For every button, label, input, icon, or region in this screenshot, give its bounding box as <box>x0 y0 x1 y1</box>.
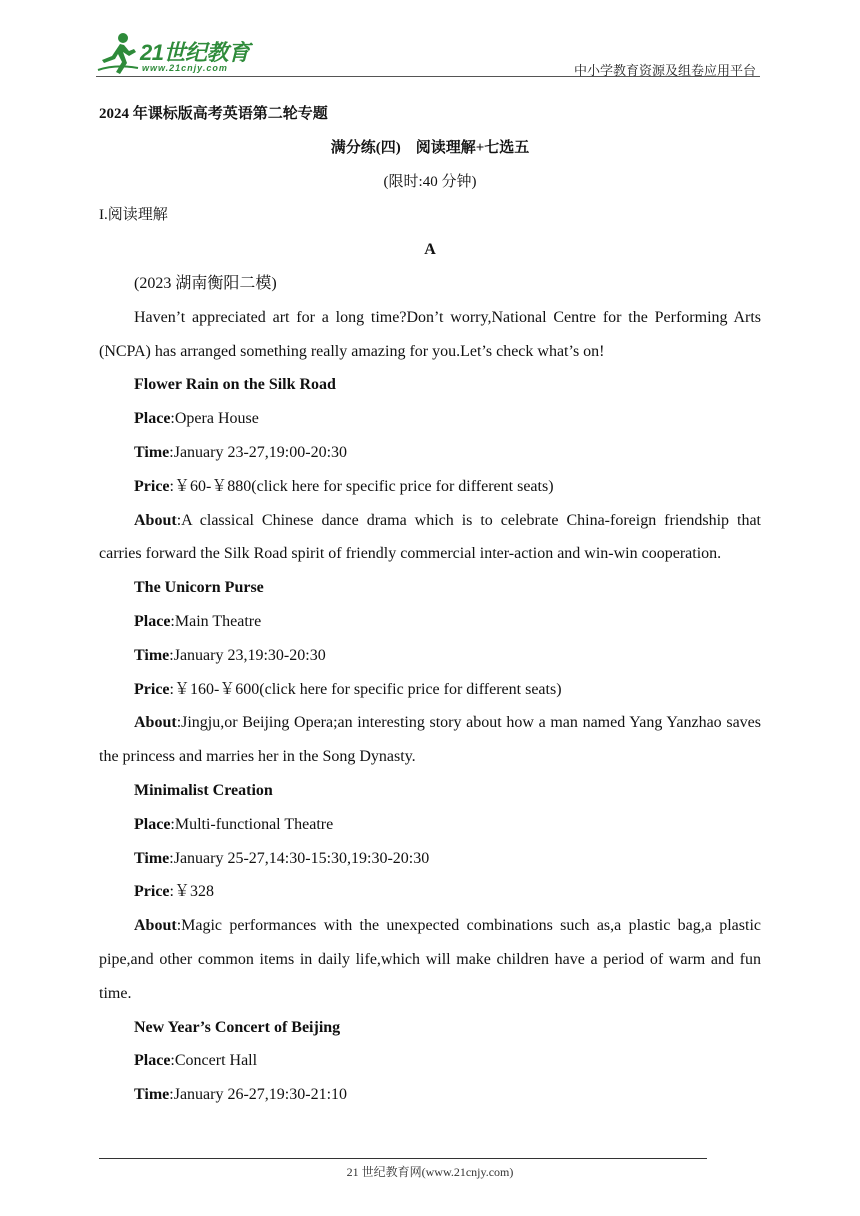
price-label: Price <box>134 477 170 495</box>
event-about: About:Magic performances with the unexpected combinations such as,a plastic bag,a plastic pipe,and other common items in daily life,which will make children have a period of warm and fun time. <box>99 917 761 1002</box>
event-price: Price:￥328 <box>134 883 214 901</box>
source-note: (2023 湖南衡阳二模) <box>134 274 277 292</box>
event-place: Place:Opera House <box>134 410 259 428</box>
time-label: Time <box>134 849 170 867</box>
event-time: Time:January 25-27,14:30-15:30,19:30-20:30 <box>134 849 430 867</box>
about-label: About <box>134 714 177 732</box>
header-divider <box>96 76 760 77</box>
footer-divider <box>99 1158 707 1159</box>
event-title: Minimalist Creation <box>134 781 273 799</box>
event-about: About:Jingju,or Beijing Opera;an interesting story about how a man named Yang Yanzhao saves the princess and marries her in the Song Dynasty. <box>99 714 761 766</box>
place-label: Place <box>134 815 171 833</box>
place-label: Place <box>134 1052 171 1070</box>
logo-text: 21世纪教育 <box>140 40 250 65</box>
price-label: Price <box>134 883 170 901</box>
event-place: Place:Concert Hall <box>134 1052 258 1070</box>
place-label: Place <box>134 410 171 428</box>
platform-tagline: 中小学教育资源及组卷应用平台 <box>573 64 756 79</box>
logo <box>96 30 276 76</box>
part-heading: I.阅读理解 <box>99 207 168 224</box>
time-limit: (限时:40 分钟) <box>383 173 477 190</box>
event-price: Price:￥160-￥600(click here for specific price for different seats) <box>134 680 562 698</box>
page-footer: 21 世纪教育网(www.21cnjy.com) <box>346 1165 514 1179</box>
intro-paragraph: Haven’t appreciated art for a long time?Don’t worry,National Centre for the Performing Arts (NCPA) has arranged something really amazing for you.Let’s check what’s on! <box>99 308 761 360</box>
series-title: 2024 年课标版高考英语第二轮专题 <box>99 106 328 122</box>
event-title: New Year’s Concert of Beijing <box>134 1018 341 1036</box>
event-place: Place:Multi-functional Theatre <box>134 815 334 833</box>
passage-letter: A <box>424 241 436 259</box>
time-label: Time <box>134 646 170 664</box>
place-label: Place <box>134 612 171 630</box>
runner-icon <box>96 30 140 76</box>
logo-url: www.21cnjy.com <box>142 63 228 73</box>
event-about: About:A classical Chinese dance drama which is to celebrate China-foreign friendship that carries forward the Silk Road spirit of friendly commercial inter-action and win-win cooperation. <box>99 511 761 563</box>
about-label: About <box>134 917 177 935</box>
price-label: Price <box>134 680 170 698</box>
event-title: The Unicorn Purse <box>134 579 264 597</box>
time-label: Time <box>134 443 170 461</box>
event-price: Price:￥60-￥880(click here for specific price for different seats) <box>134 477 554 495</box>
about-label: About <box>134 511 177 529</box>
event-time: Time:January 23-27,19:00-20:30 <box>134 443 348 461</box>
event-time: Time:January 23,19:30-20:30 <box>134 646 326 664</box>
event-time: Time:January 26-27,19:30-21:10 <box>134 1086 348 1104</box>
event-title: Flower Rain on the Silk Road <box>134 376 336 394</box>
event-place: Place:Main Theatre <box>134 612 262 630</box>
document-body <box>99 98 761 1112</box>
section-title: 满分练(四) 阅读理解+七选五 <box>330 139 530 156</box>
page-header <box>96 30 760 78</box>
time-label: Time <box>134 1086 170 1104</box>
